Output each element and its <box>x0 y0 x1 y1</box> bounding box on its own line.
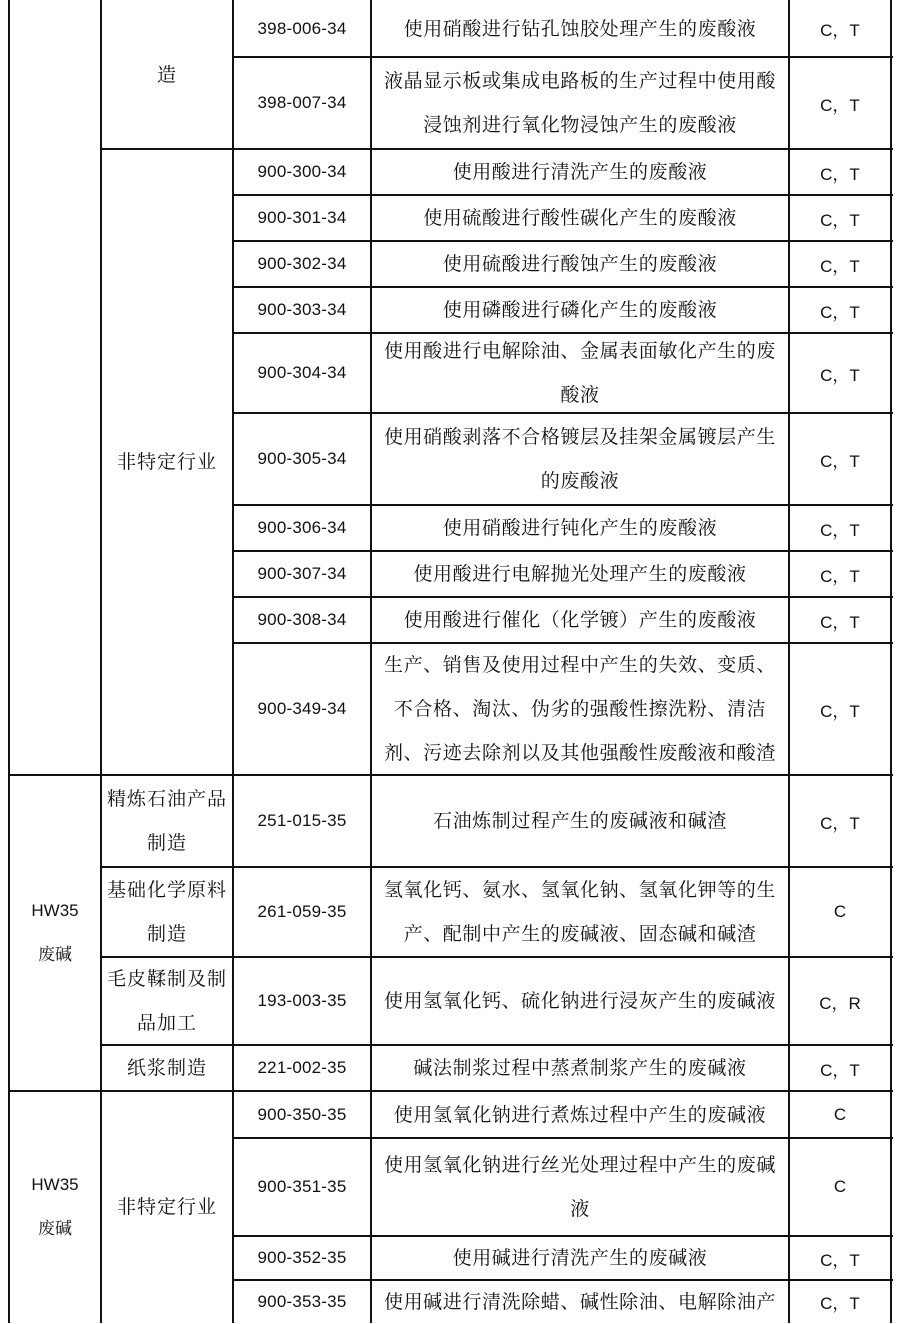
waste-code-cell: 900-305-34 <box>257 449 347 468</box>
waste-description-cell: 使用硫酸进行酸蚀产生的废酸液 <box>442 253 718 275</box>
hazard-characteristic-cell: C，T <box>820 210 860 230</box>
waste-category-cell <box>10 1091 100 1323</box>
industry-cell <box>102 1091 232 1323</box>
hazard-characteristic-cell: C <box>833 902 847 921</box>
waste-description-cell: 使用酸进行电解抛光处理产生的废酸液 <box>413 563 747 585</box>
hazard-characteristic-cell: C，T <box>820 451 860 471</box>
waste-description-cell: 使用氢氧化钠进行煮炼过程中产生的废碱液 <box>393 1103 767 1126</box>
industry-label: 精炼石油产品制造 <box>106 788 227 854</box>
waste-code-cell: 900-301-34 <box>257 208 347 227</box>
hazard-characteristic-cell: C，T <box>820 302 860 322</box>
hazard-characteristic-cell: C，T <box>820 164 860 184</box>
hazard-characteristic-cell: C，T <box>820 1250 860 1270</box>
waste-description-cell: 使用碱进行清洗除蜡、碱性除油、电解除油产 <box>383 1290 776 1313</box>
waste-code-cell: 251-015-35 <box>257 811 347 830</box>
waste-code-cell: 193-003-35 <box>257 991 347 1010</box>
waste-code-cell: 900-349-34 <box>257 699 347 718</box>
waste-category-label: HW35 废碱 <box>31 901 79 964</box>
waste-description-cell: 使用氢氧化钙、硫化钠进行浸灰产生的废碱液 <box>383 990 776 1012</box>
hazard-characteristic-cell: C <box>833 1177 847 1196</box>
industry-cell <box>102 1045 232 1091</box>
industry-cell <box>102 149 232 775</box>
waste-code-cell: 900-303-34 <box>257 300 347 319</box>
waste-description-cell: 使用氢氧化钠进行丝光处理过程中产生的废碱液 <box>383 1154 776 1220</box>
waste-description-cell: 使用酸进行电解除油、金属表面敏化产生的废酸液 <box>383 340 776 406</box>
industry-cell <box>102 775 232 867</box>
waste-code-cell: 398-007-34 <box>257 93 347 112</box>
hazard-characteristic-cell: C，R <box>819 993 861 1013</box>
waste-description-cell: 使用酸进行催化（化学镀）产生的废酸液 <box>403 609 757 631</box>
industry-label: 基础化学原料制造 <box>106 879 227 945</box>
waste-description-cell: 碱法制浆过程中蒸煮制浆产生的废碱液 <box>413 1057 747 1079</box>
waste-description-cell: 使用碱进行清洗产生的废碱液 <box>452 1247 708 1269</box>
hazard-characteristic-cell: C，T <box>820 1294 860 1313</box>
waste-description-cell: 使用硝酸剥落不合格镀层及挂架金属镀层产生的废酸液 <box>383 426 776 492</box>
hazard-characteristic-cell: C <box>833 1104 847 1124</box>
hazard-characteristic-cell: C，T <box>820 95 860 115</box>
waste-description-cell: 使用硝酸进行钝化产生的废酸液 <box>442 517 718 539</box>
waste-code-cell: 900-307-34 <box>257 564 347 583</box>
waste-description-cell: 石油炼制过程产生的废碱液和碱渣 <box>432 810 727 832</box>
waste-code-cell: 221-002-35 <box>257 1058 347 1077</box>
waste-category-cell <box>10 775 100 1091</box>
waste-code-cell: 900-352-35 <box>257 1248 347 1267</box>
hazard-characteristic-cell: C，T <box>820 21 860 40</box>
hazard-characteristic-cell: C，T <box>820 566 860 586</box>
waste-description-cell: 使用硫酸进行酸性碳化产生的废酸液 <box>423 207 737 229</box>
industry-label: 非特定行业 <box>116 451 217 473</box>
industry-label: 毛皮鞣制及制品加工 <box>106 968 227 1034</box>
industry-label: 纸浆制造 <box>126 1057 207 1079</box>
waste-code-cell: 398-006-34 <box>257 18 347 38</box>
waste-code-cell: 900-304-34 <box>257 363 347 382</box>
waste-description-cell: 使用硝酸进行钻孔蚀胶处理产生的废酸液 <box>403 17 757 40</box>
column-divider <box>890 0 892 1323</box>
hazard-characteristic-cell: C，T <box>820 701 860 721</box>
waste-description-cell: 氢氧化钙、氨水、氢氧化钠、氢氧化钾等的生产、配制中产生的废碱液、固态碱和碱渣 <box>383 879 776 945</box>
waste-description-cell: 生产、销售及使用过程中产生的失效、变质、不合格、淘汰、伪劣的强酸性擦洗粉、清洁剂、污迹去除剂以及其他强酸性废酸液和酸渣 <box>383 654 776 764</box>
waste-code-cell: 261-059-35 <box>257 902 347 921</box>
waste-code-cell: 900-300-34 <box>257 162 347 181</box>
waste-category-label: HW35 废碱 <box>31 1175 79 1238</box>
waste-description-cell: 液晶显示板或集成电路板的生产过程中使用酸浸蚀剂进行氧化物浸蚀产生的废酸液 <box>383 70 776 136</box>
waste-code-cell: 900-308-34 <box>257 610 347 629</box>
waste-code-cell: 900-302-34 <box>257 254 347 273</box>
waste-description-cell: 使用酸进行清洗产生的废酸液 <box>452 161 708 183</box>
industry-label: 非特定行业 <box>116 1196 217 1218</box>
hazard-characteristic-cell: C，T <box>820 256 860 276</box>
hazard-characteristic-cell: C，T <box>820 365 860 385</box>
waste-code-cell: 900-353-35 <box>257 1291 347 1311</box>
hazard-characteristic-cell: C，T <box>820 612 860 632</box>
waste-code-cell: 900-350-35 <box>257 1104 347 1124</box>
hazard-characteristic-cell: C，T <box>820 1060 860 1080</box>
hazard-characteristic-cell: C，T <box>820 520 860 540</box>
waste-code-cell: 900-306-34 <box>257 518 347 537</box>
waste-description-cell: 使用磷酸进行磷化产生的废酸液 <box>442 299 718 321</box>
industry-label: 造 <box>156 63 177 86</box>
industry-cell <box>102 867 232 957</box>
industry-cell <box>102 957 232 1045</box>
industry-cell <box>102 0 232 149</box>
waste-code-cell: 900-351-35 <box>257 1177 347 1196</box>
hazard-characteristic-cell: C，T <box>820 813 860 833</box>
